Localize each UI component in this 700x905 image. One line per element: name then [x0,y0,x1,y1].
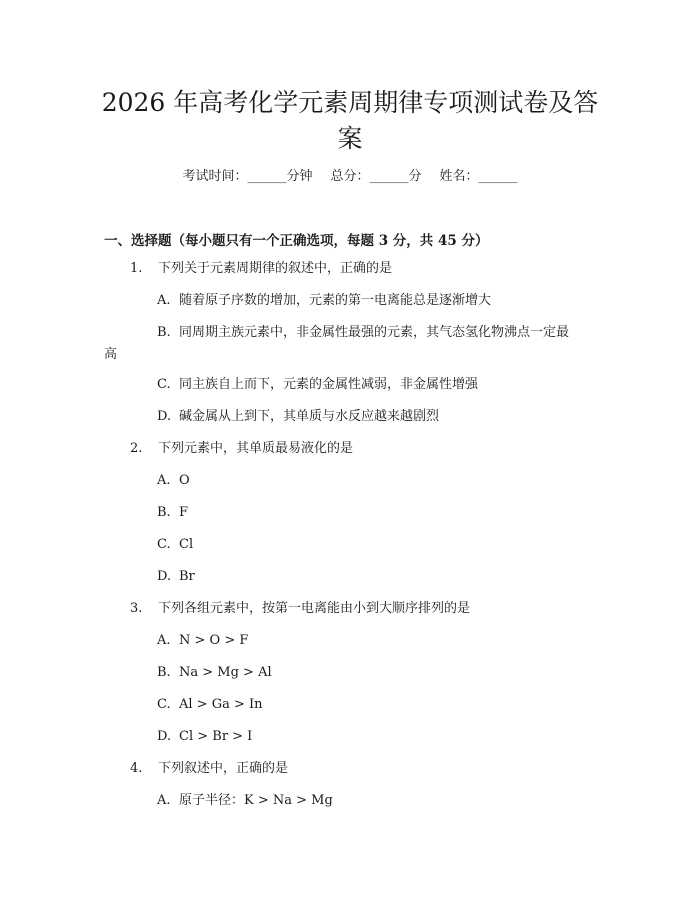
question-2-option-c [157,535,193,555]
question-1-option-c [157,375,478,395]
question-2-option-a [157,471,190,491]
student-name-field: 姓名：______ [439,169,518,184]
question-1-option-b-continued: 高 [104,347,118,362]
option-label: C. [157,697,171,712]
option-label: D. [157,409,172,424]
question-3-option-b [157,663,272,683]
section-heading: 一、选择题（每小题只有一个正确选项，每题 3 分，共 45 分） [104,233,489,249]
option-label: B. [157,325,171,340]
question-stem: 下列叙述中，正确的是 [158,761,289,776]
option-label: C. [157,377,171,392]
option-label: A. [157,473,171,488]
question-1-option-d [157,407,439,427]
option-label: A. [157,293,171,308]
question-3 [130,599,470,619]
option-label: A. [157,633,171,648]
question-stem: 下列元素中，其单质最易液化的是 [158,441,354,456]
option-text: N > O > F [179,633,249,648]
question-2-option-b [157,503,188,523]
option-text: Na > Mg > Al [179,665,272,680]
option-label: B. [157,665,171,680]
option-text: Cl [179,537,194,552]
option-label: D. [157,729,172,744]
question-number: 2. [130,441,143,456]
option-label: B. [157,505,171,520]
total-score-field: 总分：______分 [330,169,422,184]
question-1 [130,259,392,279]
option-text: 随着原子序数的增加，元素的第一电离能总是逐渐增大 [179,293,492,308]
exam-time-field: 考试时间：______分钟 [182,169,313,184]
option-text: O [179,473,190,488]
question-stem: 下列关于元素周期律的叙述中，正确的是 [158,261,393,276]
option-label: D. [157,569,172,584]
option-text: 原子半径：K > Na > Mg [179,793,333,808]
question-number: 4. [130,761,143,776]
question-3-option-c [157,695,263,715]
page-title: 2026 年高考化学元素周期律专项测试卷及答 [101,88,599,117]
question-3-option-a [157,631,248,651]
option-text: F [179,505,189,520]
option-text: 同周期主族元素中，非金属性最强的元素，其气态氢化物沸点一定最 [179,325,570,340]
question-2-option-d [157,567,195,587]
option-text: Br [179,569,195,584]
option-text: 同主族自上而下，元素的金属性减弱，非金属性增强 [179,377,479,392]
exam-meta [0,167,700,187]
option-text: Al > Ga > In [179,697,263,712]
question-2 [130,439,353,459]
question-number: 1. [130,261,143,276]
question-4-option-a [157,791,333,811]
question-number: 3. [130,601,143,616]
option-text: Cl > Br > I [179,729,253,744]
option-label: C. [157,537,171,552]
question-4 [130,759,288,779]
option-label: A. [157,793,171,808]
question-3-option-d [157,727,252,747]
question-1-option-a [157,291,491,311]
page-title-continued: 案 [337,124,363,153]
question-1-option-b [157,323,569,343]
option-text: 碱金属从上到下，其单质与水反应越来越剧烈 [179,409,440,424]
question-stem: 下列各组元素中，按第一电离能由小到大顺序排列的是 [158,601,471,616]
